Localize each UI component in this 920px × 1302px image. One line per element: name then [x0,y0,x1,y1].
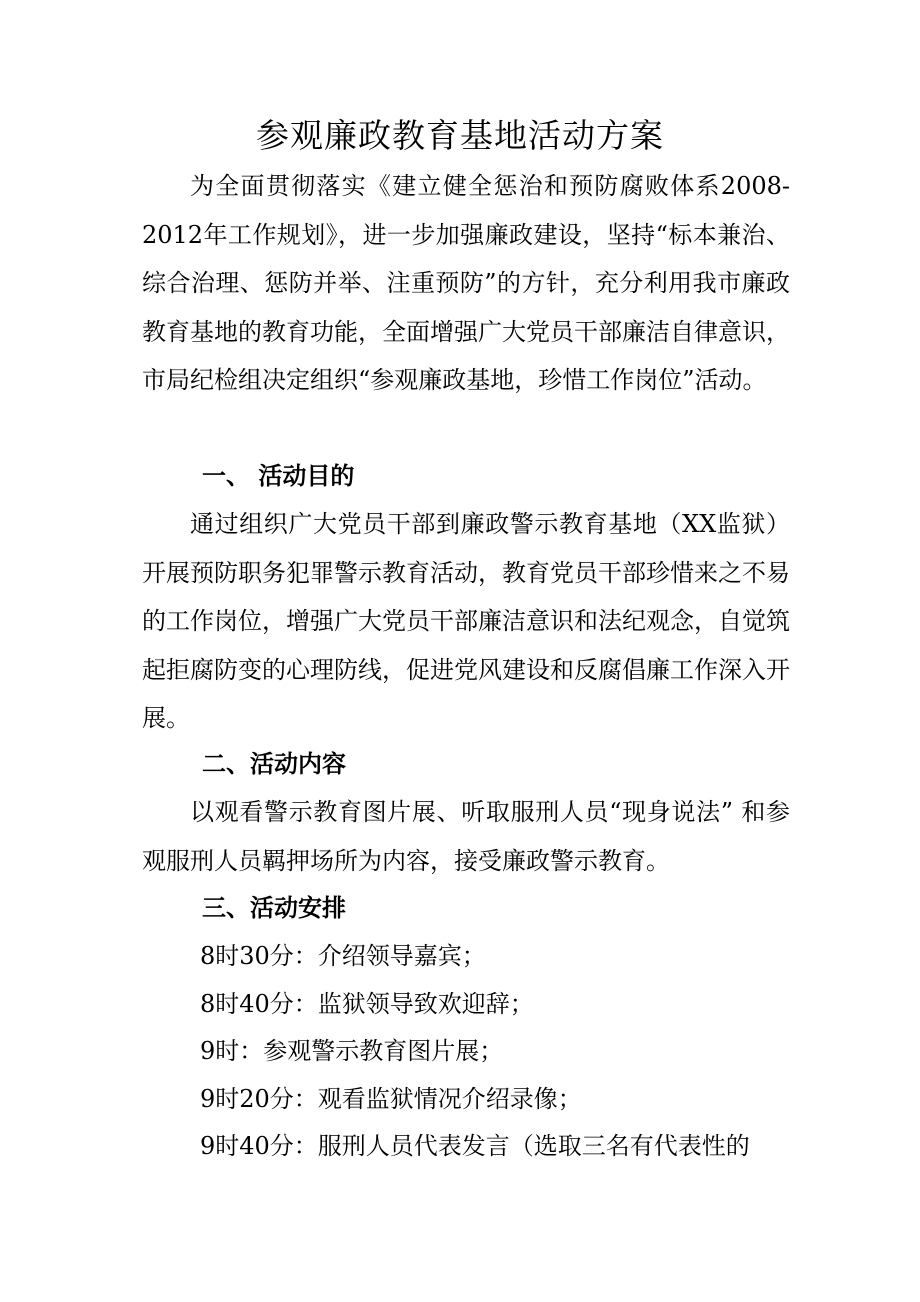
schedule-item: 9时40分：服刑人员代表发言（选取三名有代表性的 [200,1132,750,1161]
document-title: 参观廉政教育基地活动方案 [256,116,664,155]
intro-paragraph: 为全面贯彻落实《建立健全惩治和预防腐败体系2008-2012年工作规划》，进一步加强廉政建设，坚持“标本兼治、综合治理、惩防并举、注重预防”的方针，充分利用我市廉政教育基地的教育功能，全面增强广大党员干部廉洁自律意识，市局纪检组决定组织“参观廉政基地，珍惜工作岗位”活动。 [142,172,790,395]
schedule-list [200,932,790,1170]
intro-paragraph-block [142,162,790,405]
schedule-item: 9时：参观警示教育图片展； [200,1037,504,1066]
content-paragraph: 以观看警示教育图片展、听取服刑人员“现身说法” 和参观服刑人员羁押场所为内容，接受廉政警示教育。 [142,798,790,875]
section-heading-schedule: 三、活动安排 [202,893,346,922]
purpose-paragraph-block [142,500,790,743]
section-heading-content: 二、活动内容 [202,749,346,778]
content-paragraph-block [142,788,790,885]
schedule-item: 8时40分：监狱领导致欢迎辞； [200,989,534,1018]
schedule-item: 8时30分：介绍领导嘉宾； [200,942,486,970]
purpose-paragraph: 通过组织广大党员干部到廉政警示教育基地（XX监狱）开展预防职务犯罪警示教育活动，教育党员干部珍惜来之不易的工作岗位，增强广大党员干部廉洁意识和法纪观念，自觉筑起拒腐防变的心理防线，促进党风建设和反腐倡廉工作深入开展。 [142,510,790,733]
schedule-item: 9时20分：观看监狱情况介绍录像； [200,1084,582,1113]
section-heading-purpose: 一、 活动目的 [202,461,355,490]
